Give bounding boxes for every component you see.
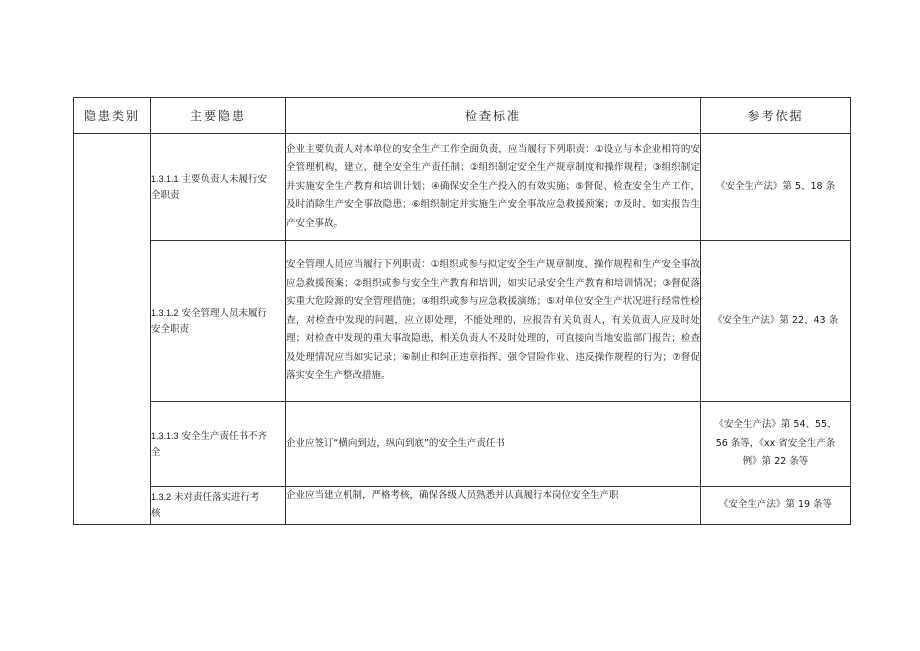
hazard-table [73, 97, 851, 525]
hazard-code: 1.3.1.2 [151, 307, 179, 318]
hazard-cell [151, 402, 286, 487]
standard-text: 企业主要负责人对本单位的安全生产工作全面负责，应当履行下列职责：①设立与本企业相符的安全管理机构，建立、健全安全生产责任制；②组织制定安全生产规章制度和操作规程；③组织制定并实施安全生产教育和培训计划；④确保安全生产投入的有效实施；⑤督促、检查安全生产工作，及时消除生产安全事故隐患；⑥组织制定并实施生产安全事故应急救援预案；⑦及时、如实报告生产安全事故。 [286, 143, 700, 229]
basis-text: 《安全生产法》第 54、55、 [714, 419, 837, 431]
header-standard: 检查标准 [286, 98, 701, 134]
table-row [74, 487, 851, 525]
header-basis: 参考依据 [701, 98, 851, 134]
standard-text: 企业应当建立机制，严格考核，确保各级人员熟悉并认真履行本岗位安全生产职 [286, 490, 619, 501]
hazard-text-cont: 全职责 [151, 189, 180, 201]
hazard-cell [151, 487, 286, 525]
hazard-text: 主要负责人未履行安 [178, 173, 268, 185]
hazard-text-cont: 全 [151, 446, 161, 458]
header-hazard: 主要隐患 [151, 98, 286, 134]
hazard-text-cont: 核 [151, 508, 161, 519]
table-row [74, 241, 851, 402]
basis-cell: 《安全生产法》第 19 条等 [701, 487, 851, 525]
hazard-code: 1.3.1.3 [151, 430, 179, 441]
basis-text: 56 条等，《xx 省安全生产条 [715, 437, 836, 449]
hazard-text-cont: 安全职责 [151, 323, 190, 335]
basis-text: 例》第 22 条等 [742, 456, 809, 468]
basis-cell [701, 402, 851, 487]
hazard-cell [151, 134, 286, 241]
hazard-text: 未对责任落实进行考 [171, 492, 260, 503]
hazard-code: 1.3.2 [151, 492, 172, 502]
header-category: 隐患类别 [74, 98, 151, 134]
basis-cell: 《安全生产法》第 5、18 条 [701, 134, 851, 241]
hazard-code: 1.3.1.1 [151, 173, 179, 184]
table-row [74, 402, 851, 487]
standard-text: 企业应签订“横向到边，纵向到底”的安全生产责任书 [286, 437, 505, 449]
basis-cell: 《安全生产法》第 22、43 条 [701, 241, 851, 402]
hazard-cell [151, 241, 286, 402]
hazard-text: 安全生产责任书不齐 [178, 430, 268, 442]
standard-cell [286, 134, 701, 241]
standard-text: 安全管理人员应当履行下列职责：①组织或参与拟定安全生产规章制度、操作规程和生产安全事故应急救援预案；②组织或参与安全生产教育和培训，如实记录安全生产教育和培训情况；③督促落实重大危险源的安全管理措施；④组织或参与应急救援演练；⑤对单位安全生产状况进行经常性检查，对检查中发现的问题，应立即处理，不能处理的，应报告有关负责人，有关负责人应及时处理；对检查中发现的重大事故隐患，相关负责人不及时处理的，可直接向当地安监部门报告；检查及处理情况应当如实记录；⑥制止和纠正违章指挥、强令冒险作业、违反操作规程的行为；⑦督促落实安全生产整改措施。 [286, 258, 700, 382]
header-row [74, 98, 851, 134]
category-cell [74, 134, 151, 525]
table-row [74, 134, 851, 241]
hazard-text: 安全管理人员未履行 [178, 307, 268, 319]
standard-cell [286, 402, 701, 487]
standard-cell [286, 241, 701, 402]
standard-cell [286, 487, 701, 525]
